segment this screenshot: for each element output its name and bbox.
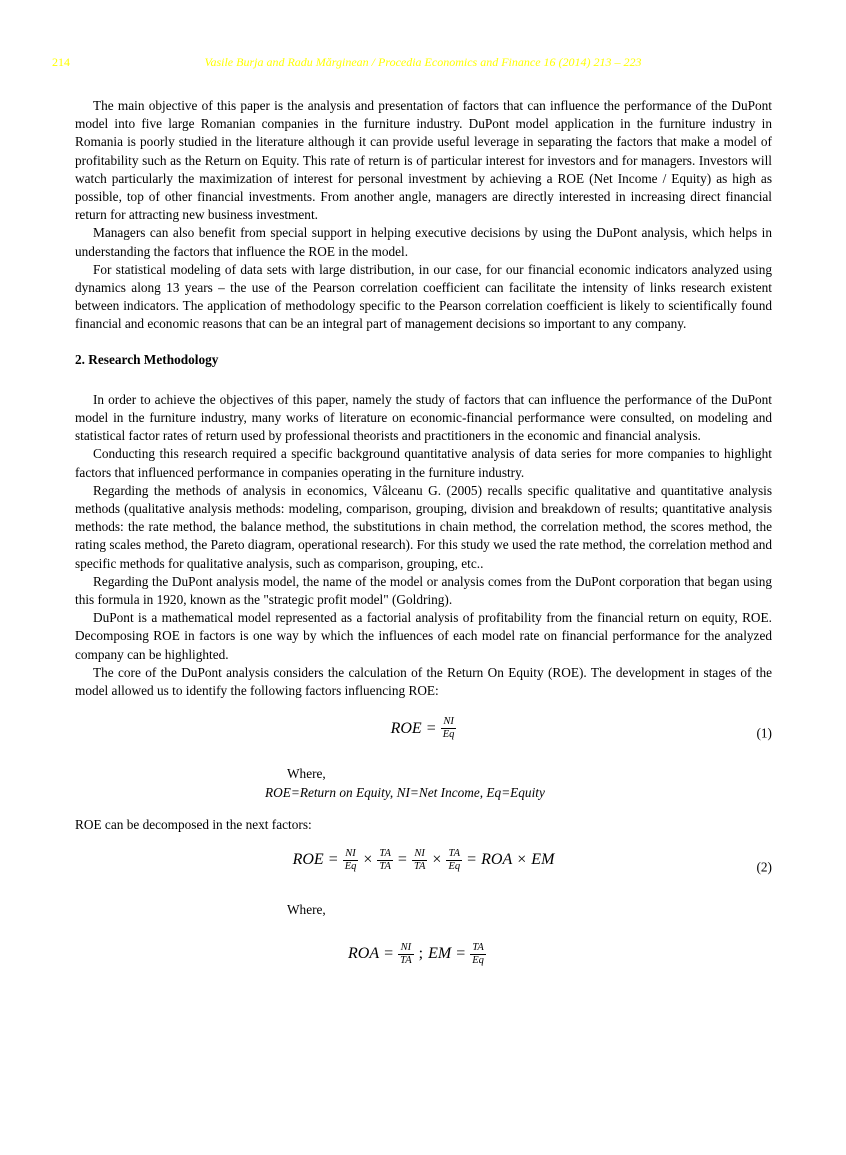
- eq2-equals-1: =: [328, 851, 338, 869]
- paragraph-dupont-mathematical: DuPont is a mathematical model represented as a factorial analysis of profitability from the financial return on equity, ROE. Decomposing ROE in factors is one way by which the influences of each model rate on financial performance for the analyzed company can be highlighted.: [75, 610, 772, 662]
- fraction-ni-ta: $\frac{NI}{TA}$: [400, 941, 412, 966]
- running-head-citation: Vasile Burja and Radu Mărginean / Procedia Economics and Finance 16 (2014) 213 – 223: [204, 55, 642, 69]
- multiply-sign: ×: [363, 851, 373, 869]
- eq3-equals-1: =: [384, 945, 394, 962]
- paragraph-dupont-name: Regarding the DuPont analysis model, the name of the model or analysis comes from the DuPont corporation that began using this formula in 1920, known as the "strategic profit model" (Goldring).: [75, 573, 772, 608]
- eq1-equals: =: [426, 719, 436, 737]
- running-head: [0, 55, 846, 71]
- paragraph-objectives-achieve: In order to achieve the objectives of this paper, namely the study of factors that can influence the performance of the DuPont model in the furniture industry, many works of literature on economic-financial performance were consulted, on modeling and statistical factor rates of return used by professional theorists and practitioners in the economic and financial analysis.: [75, 391, 772, 444]
- eq2-equals-2: =: [397, 851, 407, 869]
- equation-3-formula: [348, 942, 486, 967]
- where-detail-1: ROE=Return on Equity, NI=Net Income, Eq=Equity: [265, 784, 545, 800]
- equation-1-formula: [391, 716, 457, 741]
- equation-1: [75, 716, 772, 750]
- multiply-sign: ×: [517, 851, 527, 869]
- article-body: [75, 97, 772, 973]
- decompose-intro: ROE can be decomposed in the next factors:: [75, 816, 312, 832]
- eq1-lhs: ROE: [390, 719, 422, 737]
- equation-2: [75, 848, 772, 886]
- equation-2-label: (2): [756, 859, 772, 875]
- eq2-roa: ROA: [481, 851, 513, 869]
- paragraph-core-dupont: The core of the DuPont analysis considers the calculation of the Return On Equity (ROE). The development in stages of the model allowed us to identify the following factors influencing ROE:: [75, 664, 772, 699]
- page-number: 214: [52, 55, 70, 69]
- paragraph-managers: Managers can also benefit from special support in helping executive decisions by using the DuPont analysis, which helps in understanding the factors that influence the ROE in the model.: [75, 225, 772, 259]
- where-line-2: Where,: [287, 901, 326, 917]
- paragraph-methods-analysis: Regarding the methods of analysis in economics, Vâlceanu G. (2005) recalls specific qualitative and quantitative analysis methods (qualitative analysis methods: modeling, comparison, grouping, division and breakdown of results; quantitative analysis methods: the rate method, the balance method, the substitutions in chain method, the correlation method, the scores method, the rating scales method, the Pareto diagram, operational research). For this study we used the rate method, the correlation method and specific methods for qualitative analysis, such as comparison, grouping, etc..: [75, 482, 772, 571]
- fraction-ta-eq: $\frac{TA}{Eq}$: [472, 941, 484, 966]
- section-heading-research-methodology: 2. Research Methodology: [75, 351, 219, 367]
- fraction-ta-eq: $\frac{TA}{Eq}$: [448, 847, 461, 872]
- multiply-sign: ×: [432, 851, 442, 869]
- eq3-lhs: ROA: [348, 945, 380, 962]
- eq3-em: EM: [428, 945, 452, 962]
- paragraph-statistical-modeling: For statistical modeling of data sets with large distribution, in our case, for our financial economic indicators analyzed using dynamics along 13 years – the use of the Pearson correlation coefficient can facilitate the intensity of links research existent between indicators. The application of methodology specific to the Pearson correlation coefficient is likely to scientifically found financial and economic reasons that can be an integral part of management decisions so important to any company.: [75, 261, 772, 332]
- fraction-ni-eq: $\frac{NI}{Eq}$: [344, 847, 357, 872]
- paragraph-objective: The main objective of this paper is the analysis and presentation of factors that can influence the performance of the DuPont model into five large Romanian companies in the furniture industry. DuPont model application in the furniture industry in Romania is poorly studied in the literature although it can provide useful leverage in separating the factors that make a model of profitability such as the Return on Equity. This rate of return is of particular interest for investors and for managers. Investors will watch particularly the maximization of interest for personal investment by achieving a ROE (Net Income / Equity) as high as possible, top of other financial investments. From another angle, managers are directly interested in increasing direct financial return for attracting new business investment.: [75, 98, 772, 223]
- eq2-lhs: ROE: [292, 851, 324, 869]
- equation-2-formula: [293, 848, 555, 873]
- fraction-ta-ta: $\frac{TA}{TA}$: [379, 847, 391, 872]
- eq2-em: EM: [531, 851, 555, 869]
- eq3-semicolon: ;: [418, 945, 424, 962]
- fraction-ni-eq: $\frac{NI}{Eq}$: [442, 716, 455, 741]
- fraction-ni-ta: $\frac{NI}{TA}$: [413, 847, 426, 872]
- paragraph-conducting-research: Conducting this research required a specific background quantitative analysis of data series for more companies to highlight factors that influenced performance in companies operating in the furniture industry.: [75, 446, 772, 480]
- eq2-equals-3: =: [467, 851, 477, 869]
- eq3-equals-2: =: [456, 945, 466, 962]
- equation-3: [75, 935, 772, 973]
- where-line-1: Where,: [287, 766, 326, 782]
- equation-1-label: (1): [756, 725, 772, 741]
